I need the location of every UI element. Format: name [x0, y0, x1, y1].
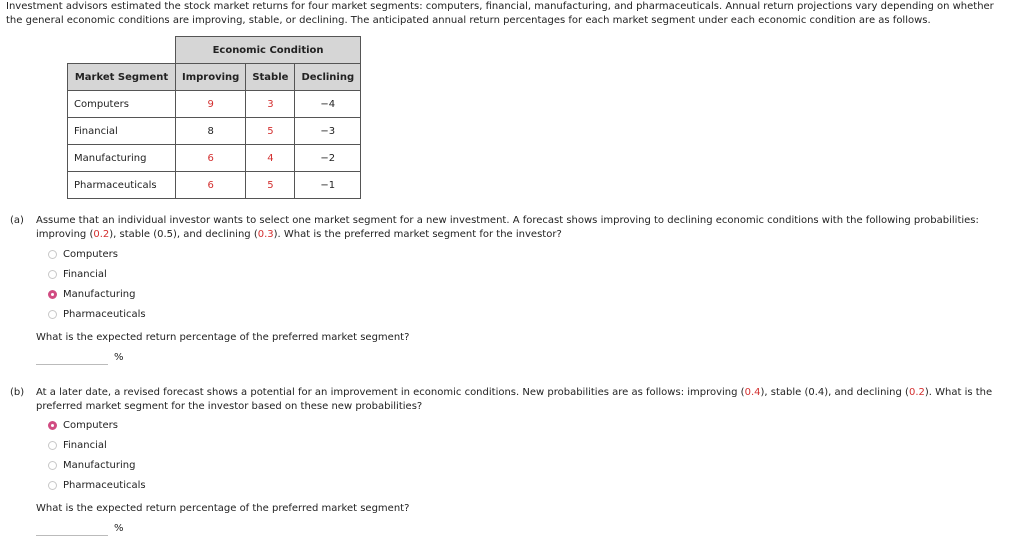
stable-cell: 4 [246, 145, 295, 172]
improving-cell: 6 [176, 172, 246, 199]
market-segment-header: Market Segment [68, 64, 176, 91]
part-b-question-line1: At a later date, a revised forecast shows a potential for an improvement in economic conditions. New probabilities are as follows: improving (0.4), stable (0.4), and declining (0.2). What is the [36, 387, 993, 398]
part-b-label: (b) [10, 387, 25, 398]
economic-condition-header: Economic Condition [176, 37, 361, 64]
part-b-question-line2: preferred market segment for the investor based on these new probabilities? [36, 401, 423, 412]
part-b-followup: What is the expected return percentage of the preferred market segment? [36, 503, 410, 514]
part-b-p-improving: 0.4 [744, 387, 761, 398]
part-b-p-declining: 0.2 [908, 387, 925, 398]
table-row [68, 145, 361, 172]
improving-cell: 6 [176, 145, 246, 172]
part-a-option-manufacturing[interactable]: Manufacturing [48, 287, 135, 301]
table-corner-cell [68, 37, 176, 64]
radio-unselected-icon[interactable] [48, 270, 57, 279]
radio-selected-icon[interactable] [48, 421, 57, 430]
declining-cell: −1 [295, 172, 361, 199]
radio-unselected-icon[interactable] [48, 441, 57, 450]
part-b-answer-input[interactable] [36, 521, 108, 536]
part-b-question [36, 386, 1011, 414]
stable-cell: 5 [246, 172, 295, 199]
stable-cell: 5 [246, 118, 295, 145]
intro-paragraph: Investment advisors estimated the stock market returns for four market segments: computers, financial, manufacturing, and pharmaceuticals. Annual return projections vary depending on whether the general economic conditions are improving, stable, or declining. The anticipated annual return percentages for each market segment under each economic condition are as follows. [6, 1, 994, 26]
table-row [68, 118, 361, 145]
table-row [68, 172, 361, 199]
improving-header: Improving [176, 64, 246, 91]
table-row [68, 91, 361, 118]
part-a-question [36, 214, 1011, 242]
stable-header: Stable [246, 64, 295, 91]
improving-cell: 9 [176, 91, 246, 118]
part-b-option-manufacturing[interactable]: Manufacturing [48, 458, 135, 472]
part-a-followup: What is the expected return percentage of the preferred market segment? [36, 332, 410, 343]
declining-cell: −4 [295, 91, 361, 118]
segment-cell: Financial [68, 118, 176, 145]
part-b-option-pharmaceuticals[interactable]: Pharmaceuticals [48, 478, 146, 492]
part-b-option-computers[interactable]: Computers [48, 418, 118, 432]
radio-unselected-icon[interactable] [48, 481, 57, 490]
segment-cell: Pharmaceuticals [68, 172, 176, 199]
declining-cell: −2 [295, 145, 361, 172]
part-a-option-financial[interactable]: Financial [48, 267, 107, 281]
stable-cell: 3 [246, 91, 295, 118]
radio-selected-icon[interactable] [48, 290, 57, 299]
declining-cell: −3 [295, 118, 361, 145]
radio-unselected-icon[interactable] [48, 461, 57, 470]
part-a-option-pharmaceuticals[interactable]: Pharmaceuticals [48, 307, 146, 321]
part-b-option-financial[interactable]: Financial [48, 438, 107, 452]
part-a-question-line2: improving (0.2), stable (0.5), and declining (0.3). What is the preferred market segment for the investor? [36, 229, 562, 240]
part-b-percent-unit: % [114, 523, 124, 534]
part-a-p-declining: 0.3 [257, 229, 274, 240]
radio-unselected-icon[interactable] [48, 250, 57, 259]
part-a-question-line1: Assume that an individual investor wants to select one market segment for a new investment. A forecast shows improving to declining economic conditions with the following probabilities: [36, 215, 979, 226]
part-a-percent-unit: % [114, 352, 124, 363]
part-a-answer-input[interactable] [36, 350, 108, 365]
part-a-label: (a) [10, 215, 24, 226]
improving-cell: 8 [176, 118, 246, 145]
segment-cell: Computers [68, 91, 176, 118]
segment-cell: Manufacturing [68, 145, 176, 172]
declining-header: Declining [295, 64, 361, 91]
part-a-option-computers[interactable]: Computers [48, 247, 118, 261]
returns-table [67, 36, 361, 199]
part-a-p-improving: 0.2 [93, 229, 110, 240]
radio-unselected-icon[interactable] [48, 310, 57, 319]
